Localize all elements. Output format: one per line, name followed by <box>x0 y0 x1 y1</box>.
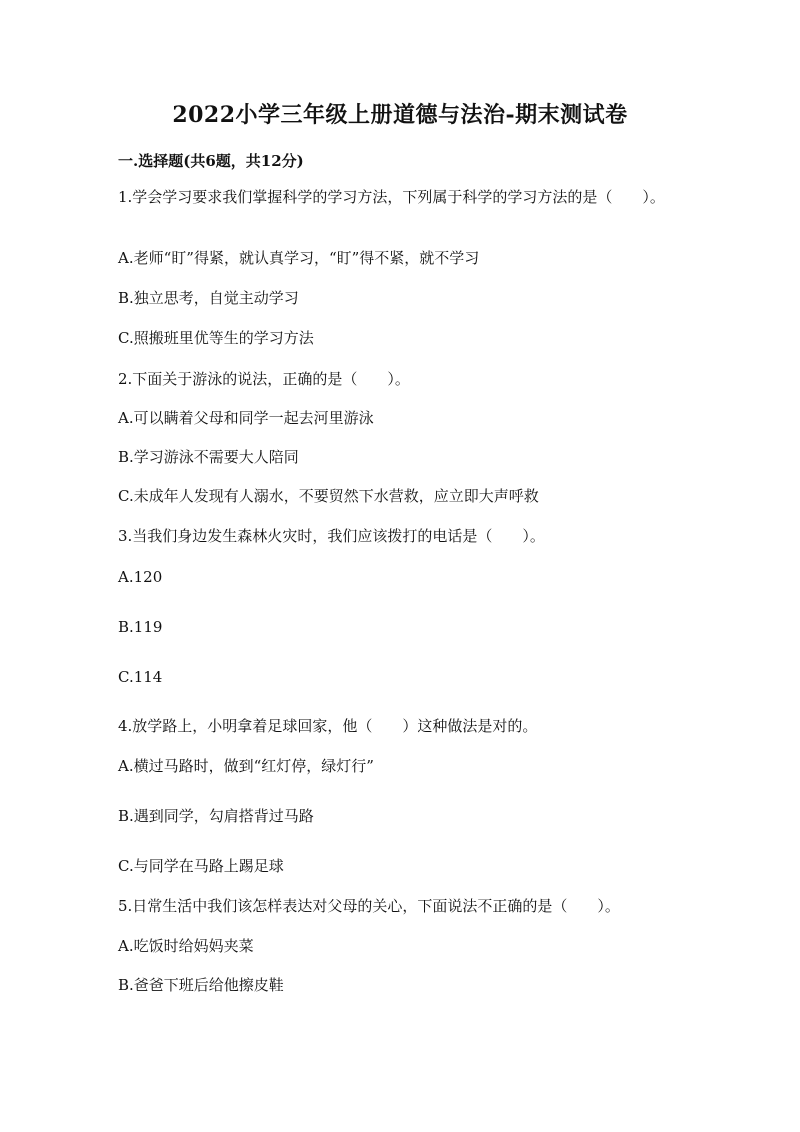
question-4-option-c: C.与同学在马路上踢足球 <box>118 857 284 875</box>
section-heading: 一.选择题(共6题，共12分) <box>118 152 304 170</box>
question-5-option-b: B.爸爸下班后给他擦皮鞋 <box>118 976 284 994</box>
page-title: 2022小学三年级上册道德与法治-期末测试卷 <box>172 102 628 128</box>
question-2-option-b: B.学习游泳不需要大人陪同 <box>118 448 299 466</box>
question-5-option-a: A.吃饭时给妈妈夹菜 <box>118 937 254 955</box>
question-1-option-c: C.照搬班里优等生的学习方法 <box>118 329 314 347</box>
question-1-stem: 1.学会学习要求我们掌握科学的学习方法，下列属于科学的学习方法的是（ ）。 <box>118 188 665 206</box>
question-2-stem: 2.下面关于游泳的说法，正确的是（ ）。 <box>118 370 410 388</box>
question-4-option-b: B.遇到同学，勾肩搭背过马路 <box>118 807 314 825</box>
question-1-option-b: B.独立思考，自觉主动学习 <box>118 289 299 307</box>
question-3-option-c: C.114 <box>118 668 163 686</box>
question-4-stem: 4.放学路上，小明拿着足球回家，他（ ）这种做法是对的。 <box>118 717 538 735</box>
question-2-option-a: A.可以瞒着父母和同学一起去河里游泳 <box>118 409 374 427</box>
question-3-stem: 3.当我们身边发生森林火灾时，我们应该拨打的电话是（ ）。 <box>118 527 545 545</box>
question-2-option-c: C.未成年人发现有人溺水，不要贸然下水营救，应立即大声呼救 <box>118 487 539 505</box>
question-4-option-a: A.横过马路时，做到“红灯停，绿灯行” <box>118 757 374 775</box>
question-3-option-a: A.120 <box>118 568 163 586</box>
question-1-option-a: A.老师“盯”得紧，就认真学习，“盯”得不紧，就不学习 <box>118 249 480 267</box>
question-3-option-b: B.119 <box>118 618 163 636</box>
question-5-stem: 5.日常生活中我们该怎样表达对父母的关心，下面说法不正确的是（ ）。 <box>118 897 620 915</box>
